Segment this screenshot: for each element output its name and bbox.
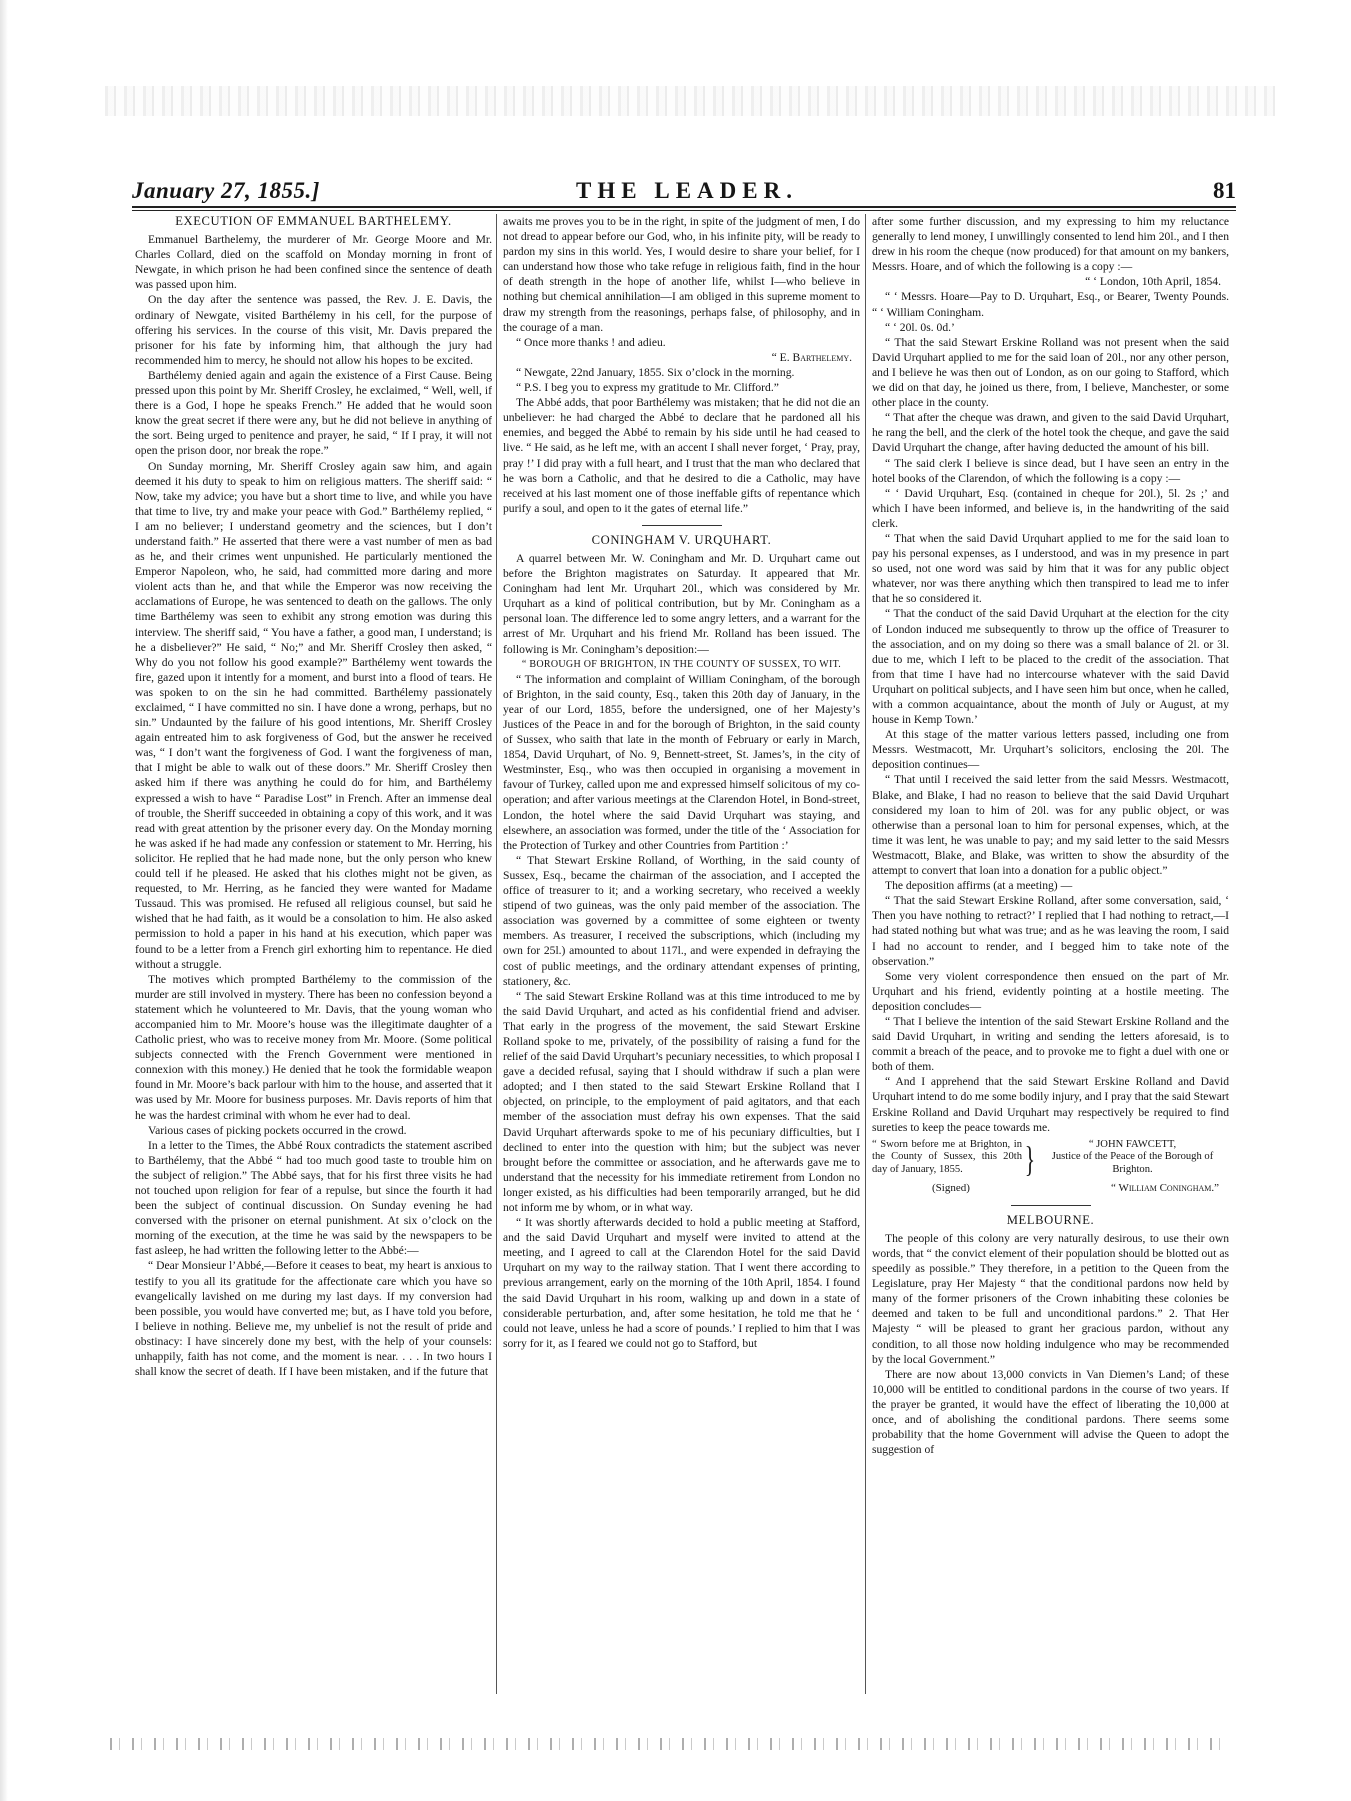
- deposition-paragraph: “ And I apprehend that the said Stewart Erskine Rolland and David Urquhart intend to do me some bodily injury, and I pray that the said Stewart Erskine Rolland and David Urquhart may respectively be required to find sureties to keep the peace towards me.: [872, 1075, 1229, 1134]
- paragraph: Emmanuel Barthelemy, the murderer of Mr. George Moore and Mr. Charles Collard, died on the scaffold on Monday morning in front of Newgate, in which prison he had been confined since the sentence of death was passed upon him.: [135, 233, 492, 292]
- letter-postscript: “ P.S. I beg you to express my gratitude to Mr. Clifford.”: [516, 381, 779, 395]
- signer-name: “ William Coningham.”: [1111, 1181, 1219, 1194]
- deposition-paragraph: “ That Stewart Erskine Rolland, of Worthing, in the said county of Sussex, Esq., became the chairman of the association, and I accepted the office of treasurer to it; and a working secretary, who received a weekly stipend of two guineas, was the only paid member of the association. The association was governed by a committee of some eighteen or twenty members. As treasurer, I received the subscriptions, which (including my own for 25l.) amounted to about 117l., and were expended in defraying the cost of public meetings, and the ordinary attendant expenses of printing, stationery, &c.: [503, 853, 860, 988]
- cheque-text: “ ‘ Messrs. Hoare—Pay to D. Urquhart, Esq., or Bearer, Twenty Pounds. “ ‘ William Coningham.: [872, 290, 1229, 319]
- letter-closing: “ Once more thanks ! and adieu.: [516, 335, 666, 349]
- article-heading: CONINGHAM V. URQUHART.: [591, 532, 772, 547]
- deposition-paragraph: “ That the said Stewart Erskine Rolland, after some conversation, said, ‘ Then you have nothing to retract?’ I replied that I had nothing to retract,—I had stated nothing but what was true; and as he was leaving the room, I said I had no account to render, and I begged him to take note of the observation.”: [872, 894, 1229, 968]
- section-rule: [1011, 1205, 1091, 1206]
- deposition-paragraph: “ That I believe the intention of the said Stewart Erskine Rolland and the said David Urquhart, in writing and sending the letters aforesaid, is to commit a breach of the peace, and to provoke me to fight a duel with one or both of them.: [872, 1014, 1229, 1074]
- section-rule: [642, 525, 722, 526]
- scan-noise-bottom: [110, 1738, 1220, 1750]
- newspaper-title: THE LEADER.: [576, 178, 798, 203]
- page-number: 81: [1213, 178, 1236, 203]
- scan-edge: [0, 0, 8, 1801]
- deposition-paragraph: “ That after the cheque was drawn, and given to the said David Urquhart, he rang the bell, and the clerk of the hotel took the cheque, and gave the said David Urquhart the change, after having deducted the amount of his bill.: [872, 411, 1229, 455]
- letter-signature: “ E. Barthelemy.: [771, 350, 852, 364]
- issue-date: January 27, 1855.]: [132, 178, 320, 203]
- scan-noise-top: [105, 86, 1275, 116]
- deposition-heading: “ BOROUGH OF BRIGHTON, IN THE COUNTY OF SUSSEX, TO WIT.: [521, 658, 842, 670]
- sworn-statement: “ Sworn before me at Brighton, in the County of Sussex, this 20th day of January, 1855.: [872, 1138, 1022, 1175]
- hotel-entry: “ ‘ David Urquhart, Esq. (contained in cheque for 20l.), 5l. 2s ;’ and which I have been informed, and believe is, in the handwriting of the said clerk.: [872, 486, 1229, 530]
- paragraph: The motives which prompted Barthélemy to the commission of the murder are still involved in mystery. There has been no confession beyond a statement which he volunteered to Mr. Davis, that the young woman who accompanied him to Mr. Moore’s house was the illegitimate daughter of a Catholic priest, who was to receive money from Mr. Moore. (Some political subjects connected with the French Government were mentioned in connexion with this money.) He denied that he took the formidable weapon found in Mr. Moore’s back parlour with him to the house, and asserted that it was used by Mr. Moore for business purposes. Mr. Davis reports of him that he was the hardest criminal with whom he ever had to deal.: [135, 972, 492, 1122]
- paragraph: On Sunday morning, Mr. Sheriff Crosley again saw him, and again deemed it his duty to speak to him on religious matters. The sheriff said: “ Now, take my advice; you have but a short time to live, and while you have that time to live, try and make your peace with God.” Barthélemy replied, “ I am no believer; I understand geometry and the sciences, but I don’t understand faith.” He asserted that there were a vast number of men as bad as he, and their crimes went unpunished. He particularly mentioned the Emperor Napoleon, who, he said, had committed more daring and more violent acts than he, and that while the Emperor was now receiving the acclamations of Europe, he was sentenced to death on the gallows. The only time Barthélemy was seen to exhibit any strong emotion was during this interview. The sheriff said, “ You have a father, a good man, I understand; is he a disbeliever?” He said, “ No;” and Mr. Sheriff Crosley then asked, “ Why do you not follow his good example?” Barthélemy went towards the fire, gazed upon it intently for a moment, and burst into a flood of tears. He was spoken to on the sin he had committed. Barthélemy passionately exclaimed, “ I have committed no sin. I have done a wrong, perhaps, but no sin.” Undaunted by the failure of his good intentions, Mr. Sheriff Crosley again entreated him to ask forgiveness of God, but the answer he received was, “ I don’t want the forgiveness of God. I want the forgiveness of man, that I might be able to walk out of these doors.” Mr. Sheriff Crosley then asked him if there was anything he could do for him, and Barthélemy expressed a wish to have “ Paradise Lost” in French. After an immense deal of trouble, the Sheriff succeeded in obtaining a copy of this work, and it was read with great attention by the prisoner every day. On the Monday morning he was asked if he had made any confession or statement to Mr. Herring, his solicitor. He replied that he had made none, but the only person who knew could tell if he pleased. He asked that his clothes might not be given, as requested, to Mr. Herring, as he fancied they were wanted for Madame Tussaud. This was promised. He refused all religious counsel, but said he wished that he had faith, as it would be a consolation to him. He also asked permission to hold a paper in his hand at his execution, which paper was found to be a letter from a French girl exhorting him to repentance. He died without a struggle.: [135, 459, 492, 971]
- paragraph: The Abbé adds, that poor Barthélemy was mistaken; that he did not die an unbeliever: he had charged the Abbé to declare that he pardoned all his enemies, and begged the Abbé to remain by his side until he had ceased to live. “ He said, as he left me, with an accent I shall never forget, ‘ Pray, pray, pray !’ I did pray with a full heart, and I trust that the man who declared that he was born a Catholic, and that he desired to die a Catholic, may have received at his last moment one of those ineffable gifts of repentance which purify a soul, and open to it the gates of eternal life.”: [503, 396, 860, 515]
- sworn-block: [872, 1139, 1229, 1179]
- column-2: [503, 214, 860, 1694]
- article-heading: MELBOURNE.: [1006, 1212, 1095, 1227]
- paragraph: On the day after the sentence was passed, the Rev. J. E. Davis, the ordinary of Newgate, visited Barthélemy in his cell, for the purpose of offering his services. In the course of this visit, Mr. Davis prepared the prisoner for his fate by informing him, that although the jury had recommended him to mercy, he should not allow his hopes to be excited.: [135, 293, 492, 367]
- deposition-paragraph: “ That until I received the said letter from the said Messrs. Westmacott, Blake, and Blake, I had no reason to believe that the said David Urquhart considered my loan to him of 20l. was for any public object, or was otherwise than a personal loan to him for personal expenses, which, at the time it was lent, he was unable to pay; and my said letter to the said Messrs Westmacott, Blake, and Blake, was written to show the absurdity of the attempt to convert that loan into a donation for a public object.”: [872, 773, 1229, 878]
- masthead: [132, 178, 1236, 208]
- paragraph: Some very violent correspondence then ensued on the part of Mr. Urquhart and his friend, evidently pointing at a hostile meeting. The deposition concludes—: [872, 969, 1229, 1013]
- column-divider: [496, 214, 497, 1694]
- column-divider: [865, 214, 866, 1694]
- deposition-paragraph: after some further discussion, and my expressing to him my reluctance generally to lend money, I unwillingly consented to lend him 20l., and I then drew in his room the cheque (now produced) for that amount on my bankers, Messrs. Hoare, and of which the following is a copy :—: [872, 215, 1229, 274]
- deposition-paragraph: “ That when the said David Urquhart applied to me for the said loan to pay his personal expenses, as I understood, and was in my presence in part so used, not one word was said by him that it was for any public object whatever, nor was there anything which then transpired to lead me to infer that he so considered it.: [872, 531, 1229, 606]
- deposition-paragraph: “ The information and complaint of William Coningham, of the borough of Brighton, in the said county, Esq., taken this 20th day of January, in the year of our Lord, 1855, before the undersigned, one of her Majesty’s Justices of the Peace in and for the borough of Brighton, in the said county of Sussex, who saith that late in the month of February or early in March, 1854, David Urquhart, of No. 9, Bennett-street, St. James’s, in the city of Westminster, Esq., who was then occupied in organising a movement in favour of Turkey, called upon me and expressed himself solicitous of my co-operation; and after various meetings at the Clarendon Hotel, in Bond-street, London, the hotel where the said David Urquhart was staying, and elsewhere, an association was formed, under the title of the ‘ Association for the Protection of Turkey and other Countries from Partition :’: [503, 672, 860, 852]
- paragraph: At this stage of the matter various letters passed, including one from Messrs. Westmacott, Mr. Urquhart’s solicitors, enclosing the 20l. The deposition continues—: [872, 728, 1229, 772]
- paragraph: The deposition affirms (at a meeting) —: [885, 879, 1073, 893]
- justice-name: “ JOHN FAWCETT,: [1088, 1138, 1177, 1150]
- article-heading: EXECUTION OF EMMANUEL BARTHELEMY.: [175, 214, 452, 228]
- paragraph: There are now about 13,000 convicts in Van Diemen’s Land; of these 10,000 will be entitled to conditional pardons in the course of two years. If the prayer be granted, it would have the effect of liberating the 10,000 at once, and of abolishing the conditional pardons. There seems some probability that the home Government will advise the Queen to adopt the suggestion of: [872, 1367, 1229, 1457]
- justice-title: Justice of the Peace of the Borough of Brighton.: [1051, 1151, 1214, 1175]
- paragraph: A quarrel between Mr. W. Coningham and Mr. D. Urquhart came out before the Brighton magistrates on Saturday. It appeared that Mr. Coningham had lent Mr. Urquhart 20l., which was considered by Mr. Urquhart as a kind of political contribution, but by Mr. Coningham as a personal loan. The difference led to some angry letters, and a warrant for the arrest of Mr. Urquhart and his friend Mr. Rolland has been issued. The following is Mr. Coningham’s deposition:—: [503, 551, 860, 656]
- deposition-paragraph: “ The said clerk I believe is since dead, but I have seen an entry in the hotel books of the Clarendon, of which the following is a copy :—: [872, 456, 1229, 485]
- column-1: [135, 214, 492, 1694]
- column-3: [872, 214, 1229, 1694]
- justice-block: [1036, 1139, 1229, 1179]
- paragraph: Barthélemy denied again and again the existence of a First Cause. Being pressed upon this point by Mr. Sheriff Crosley, he exclaimed, “ Well, well, if there is a God, I hope he speaks French.” He added that he would soon know the great secret if there were any, but he did not believe in anything of the sort. Being urged to penitence and prayer, he said, “ If I pray, it will not open the prison door, nor break the rope.”: [135, 368, 492, 458]
- brace-glyph: }: [1024, 1138, 1036, 1179]
- letter-paragraph: awaits me proves you to be in the right, in spite of the judgment of men, I do not dread to appear before our God, who, in his infinite pity, will be ready to pardon my sins in this world. Yes, I would desire to share your belief, for I can understand how those who take refuge in religious faith, find in the hour of death strength in the hope of another life, whilst I—who believe in nothing but chemical annihilation—I am obliged in this supreme moment to draw my strength from the reasonings, perhaps false, of philosophy, and in the courage of a man.: [503, 215, 860, 334]
- cheque-date: “ ‘ London, 10th April, 1854.: [1085, 275, 1221, 289]
- deposition-paragraph: “ The said Stewart Erskine Rolland was at this time introduced to me by the said David Urquhart, and acted as his confidential friend and adviser. That early in the progress of the movement, the said Stewart Erskine Rolland spoke to me, privately, of the possibility of raising a fund for the relief of the said David Urquhart’s pecuniary necessities, to which proposal I gave a decided refusal, saying that I should withdraw if such a plan were adopted; and I then stated to the said Stewart Erskine Rolland that I objected, on principle, to the employment of paid agitators, and that each member of the association must defray his own expenses. That the said David Urquhart afterwards spoke to me of his pecuniary difficulties, but I declined to enter into the question with him; but the subject was never brought before the committee or association, and he afterwards gave me to understand that the necessity for his immediate retirement from London no longer existed, as his difficulties had been temporarily arranged, but he did not inform me by whom, or in what way.: [503, 989, 860, 1214]
- signed-label: (Signed): [932, 1181, 970, 1194]
- paragraph: In a letter to the Times, the Abbé Roux contradicts the statement ascribed to Barthélemy, that the Abbé “ had too much good taste to trouble him on the subject of religion.” The Abbé says, that for his first three visits he had not touched upon religion for fear of a repulse, but since the fourth it had been the subject of continual discussion. On Sunday evening he had conversed with the prisoner on eternal punishment. At six o’clock on the morning of the execution, at the time he was said by the newspapers to be fast asleep, he had written the following letter to the Abbé:—: [135, 1138, 492, 1258]
- masthead-rule: [132, 206, 1236, 211]
- cheque-amount: “ ‘ 20l. 0s. 0d.’: [885, 320, 955, 334]
- deposition-paragraph: “ That the said Stewart Erskine Rolland was not present when the said David Urquhart applied to me for the said loan of 20l., nor any other person, and I believe he was then out of London, as on our going to Stafford, which we did on that day, he joined us there, from, I believe, Manchester, or some other place in the county.: [872, 335, 1229, 410]
- deposition-paragraph: “ That the conduct of the said David Urquhart at the election for the city of London induced me subsequently to throw up the office of Treasurer to the association, and on my doing so there was a small balance of 2l. or 3l. due to me, which I left to be placed to the credit of the association. That from that time I have had no intercourse whatever with the said David Urquhart on political subjects, and I have seen him but once, when he called, with a common acquaintance, about the month of July or August, at my house in Kemp Town.’: [872, 607, 1229, 727]
- paragraph: Various cases of picking pockets occurred in the crowd.: [148, 1123, 407, 1137]
- signature-line: [872, 1181, 1229, 1196]
- letter-paragraph: “ Dear Monsieur l’Abbé,—Before it ceases to beat, my heart is anxious to testify to you all its gratitude for the affectionate care which you have so evangelically lavished on me during my last days. If my conversion had been possible, you would have converted me; but, as I have told you before, I believe in nothing. Believe me, my unbelief is not the result of pride and obstinacy: I have sincerely done my best, with the help of your counsels: unhappily, faith has not come, and the moment is near. . . . In two hours I shall know the secret of death. If I have been mistaken, and if the future that: [135, 1259, 492, 1379]
- paragraph: The people of this colony are very naturally desirous, to use their own words, that “ the convict element of their population should be blotted out as speedily as possible.” They therefore, in a petition to the Queen from the Legislature, pray Her Majesty “ that the conditional pardons now held by many of the former prisoners of the Crown inhabiting these colonies be deemed and taken to be full and unconditional pardons.” 2. That Her Majesty “ will be pleased to grant her gracious pardon, without any condition, to all those now holding indulgence who may be recommended by the local Government.”: [872, 1231, 1229, 1366]
- deposition-paragraph: “ It was shortly afterwards decided to hold a public meeting at Stafford, and the said David Urquhart and myself were invited to attend at the meeting, and I agreed to call at the Clarendon Hotel for the said David Urquhart on my way to the railway station. That I went there according to previous arrangement, early on the morning of the 10th April, 1854. I found the said David Urquhart in his room, walking up and down in a state of considerable perturbation, and, after some hesitation, he told me that he ‘ could not leave, unless he had a score of pounds.’ I replied to him that I was sorry for it, as I feared we could not go to Stafford, but: [503, 1216, 860, 1350]
- letter-dateline: “ Newgate, 22nd January, 1855. Six o’clock in the morning.: [516, 365, 795, 379]
